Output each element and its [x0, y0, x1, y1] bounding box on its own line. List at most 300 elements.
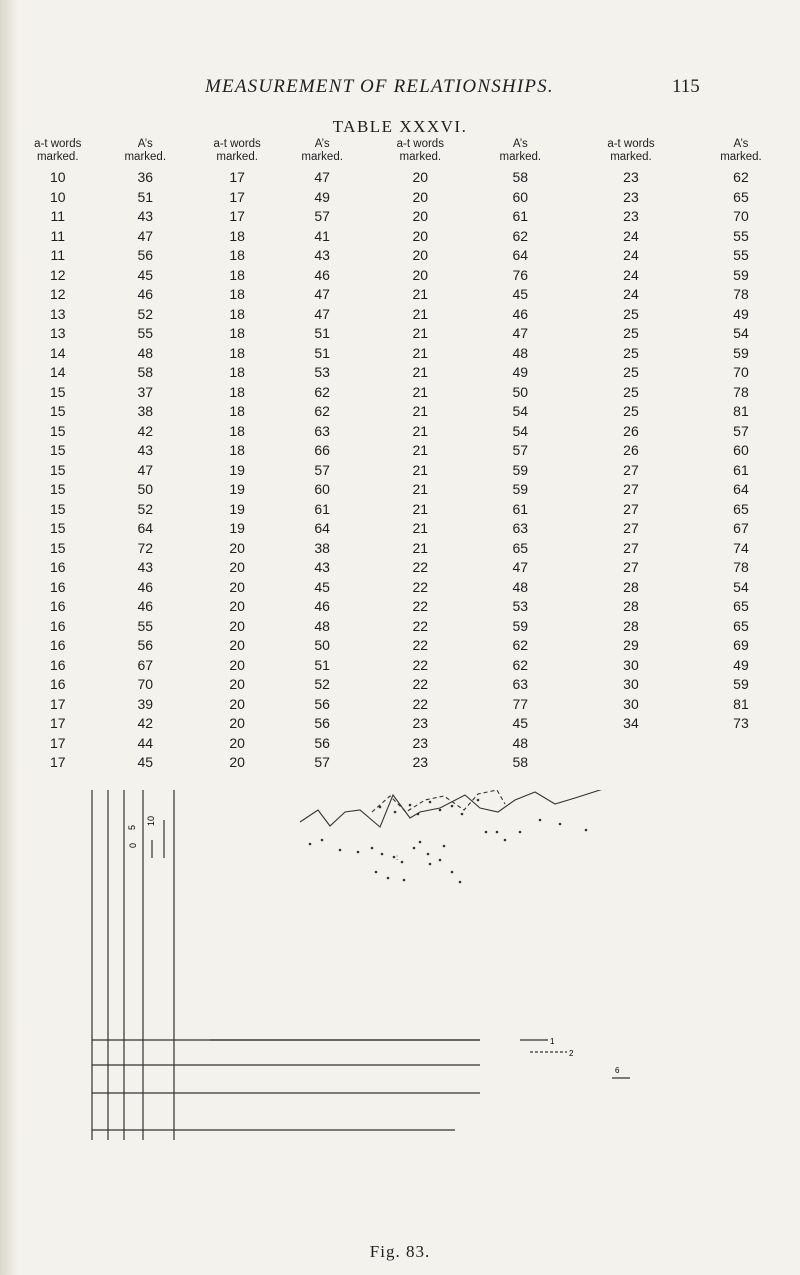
- table-cell: 67: [137, 656, 154, 673]
- table-cell: 16: [49, 598, 66, 614]
- table-cell: 60: [733, 442, 749, 458]
- table-cell: 20: [229, 559, 245, 575]
- table-cell: 77: [512, 695, 529, 712]
- scatter-dot: [439, 859, 442, 862]
- table-cell: 55: [733, 247, 749, 263]
- table-cell: 20: [412, 208, 429, 224]
- as-marked-column-4: [686, 138, 796, 773]
- table-cell: 16: [49, 656, 66, 673]
- table-cell: 63: [512, 520, 529, 536]
- table-cell: 63: [314, 422, 330, 439]
- table-cell: 74: [733, 539, 749, 556]
- table-cell: 14: [49, 344, 66, 361]
- scatter-dot: [539, 819, 542, 822]
- table-cell: 56: [137, 637, 154, 653]
- scatter-dot: [417, 813, 420, 816]
- table-cell: 16: [49, 676, 66, 692]
- scatter-dot: [451, 871, 454, 874]
- scatter-dot: [403, 879, 406, 882]
- table-cell: 50: [314, 637, 330, 653]
- table-cell: 56: [314, 695, 330, 712]
- column-header-line-1: a-t words: [34, 138, 82, 150]
- table-cell: 21: [412, 403, 429, 419]
- scatter-dot: [504, 839, 507, 842]
- table-cell: 20: [412, 266, 429, 283]
- table-cell: 18: [229, 247, 245, 263]
- scatter-dot: [496, 831, 499, 834]
- table-cell: 61: [733, 461, 749, 478]
- table-cell: 60: [314, 481, 330, 497]
- table-cell: 65: [733, 188, 749, 205]
- table-cell: 18: [229, 227, 245, 244]
- column-header: [686, 138, 796, 168]
- table-cell: 17: [49, 715, 66, 731]
- scatter-dot: [443, 845, 446, 848]
- table-cell: 23: [623, 169, 639, 185]
- column-header-line-2: marked.: [124, 151, 167, 163]
- column-header: [14, 138, 102, 168]
- table-cell: 46: [314, 598, 330, 614]
- table-cell: 23: [412, 715, 429, 731]
- table-cell: 57: [314, 754, 330, 770]
- table-cell: 81: [733, 403, 749, 419]
- table-cell: 54: [512, 422, 529, 439]
- scatter-dot: [387, 877, 390, 880]
- table-cell: 78: [733, 559, 749, 575]
- table-cell: 15: [49, 481, 66, 497]
- axis-label-5: 5: [127, 824, 137, 830]
- table-cell: 22: [412, 617, 429, 634]
- table-cell: 47: [137, 461, 154, 478]
- table-cell: 46: [137, 578, 154, 595]
- table-cell: 15: [49, 520, 66, 536]
- scatter-dot: [459, 881, 462, 884]
- legend-label-1: 1: [550, 1037, 555, 1046]
- column-header-line-1: A’s: [137, 138, 153, 150]
- table-cell: 24: [623, 286, 639, 302]
- table-cell: 18: [229, 325, 245, 341]
- table-cell: 18: [229, 266, 245, 283]
- table-cell: 20: [229, 695, 245, 712]
- table-cell: 23: [623, 188, 639, 205]
- table-cell: 47: [314, 286, 330, 302]
- scatter-dot: [451, 805, 454, 808]
- table-cell: 55: [733, 227, 749, 244]
- as-marked-column-1: [102, 138, 190, 773]
- table-cell: 64: [733, 481, 749, 497]
- table-cell: 22: [412, 637, 429, 653]
- scatter-dot: [429, 863, 432, 866]
- table-cell: 62: [733, 169, 749, 185]
- curve-1: [300, 790, 690, 827]
- table-cell: 59: [512, 461, 529, 478]
- scatter-dot: [393, 856, 396, 859]
- as-marked-column-2: [280, 138, 365, 773]
- table-cell: 46: [137, 598, 154, 614]
- table-cell: 15: [49, 383, 66, 400]
- table-cell: 28: [623, 578, 639, 595]
- table-cell: 57: [512, 442, 529, 458]
- table-cell: 70: [733, 208, 749, 224]
- table-cell: 21: [412, 286, 429, 302]
- table-cell: 62: [512, 637, 529, 653]
- table-cell: 64: [512, 247, 529, 263]
- table-cell: 55: [137, 325, 154, 341]
- table-cell: 21: [412, 461, 429, 478]
- table-cell: 15: [49, 422, 66, 439]
- figure-caption: Fig. 83.: [369, 1242, 431, 1261]
- table-cell: 62: [314, 383, 330, 400]
- table-cell: 19: [229, 520, 245, 536]
- column-header-line-1: A’s: [314, 138, 330, 150]
- table-cell: 10: [49, 169, 66, 185]
- page-number: 115: [672, 76, 700, 97]
- table-cell: 63: [512, 676, 529, 692]
- table-cell: 27: [623, 520, 639, 536]
- column-header-line-1: a-t words: [213, 138, 261, 150]
- data-table: [14, 138, 796, 773]
- column-header: [370, 138, 470, 168]
- table-cell: 50: [137, 481, 154, 497]
- table-cell: 58: [512, 754, 529, 770]
- table-cell: 45: [512, 286, 529, 302]
- table-cell: 18: [229, 286, 245, 302]
- table-cell: 27: [623, 500, 639, 517]
- table-cell: 24: [623, 266, 639, 283]
- scatter-dot: [339, 849, 342, 852]
- table-cell: 43: [137, 208, 154, 224]
- column-header: [576, 138, 686, 168]
- axis-label-0: 0: [128, 842, 138, 848]
- column-header: [195, 138, 280, 168]
- scatter-dot: [439, 809, 442, 812]
- table-cell: 23: [412, 734, 429, 751]
- table-cell: 54: [733, 325, 749, 341]
- table-cell: 61: [512, 500, 529, 517]
- table-cell: 21: [412, 344, 429, 361]
- table-cell: 45: [137, 754, 154, 770]
- table-cell: 21: [412, 422, 429, 439]
- table-cell: 43: [314, 247, 330, 263]
- table-cell: 49: [733, 305, 749, 322]
- table-cell: 24: [623, 227, 639, 244]
- table-cell: 61: [314, 500, 330, 517]
- table-cell: 37: [137, 383, 154, 400]
- table-cell: 20: [229, 676, 245, 692]
- table-cell: 30: [623, 656, 639, 673]
- table-cell: 48: [512, 734, 529, 751]
- table-cell: 51: [314, 344, 330, 361]
- table-cell: 20: [229, 539, 245, 556]
- scatter-dot: [394, 811, 397, 814]
- column-header-line-2: marked.: [301, 151, 343, 163]
- scatter-dot: [461, 813, 464, 816]
- scatter-dot: [401, 861, 404, 864]
- table-cell: 22: [412, 598, 429, 614]
- column-header-line-1: A’s: [512, 138, 528, 150]
- table-cell: 52: [137, 500, 154, 517]
- table-cell: 17: [229, 169, 245, 185]
- table-cell: 41: [314, 227, 330, 244]
- table-cell: 20: [229, 715, 245, 731]
- table-cell: 10: [49, 188, 66, 205]
- table-cell: 39: [137, 695, 154, 712]
- scatter-dot: [381, 853, 384, 856]
- table-cell: 15: [49, 442, 66, 458]
- as-marked-column-3: [470, 138, 570, 773]
- table-cell: 18: [229, 364, 245, 380]
- column-header-line-2: marked.: [399, 151, 442, 163]
- table-cell: 54: [733, 578, 749, 595]
- table-cell: 60: [512, 188, 529, 205]
- column-header-line-2: marked.: [610, 151, 652, 163]
- table-cell: 56: [314, 715, 330, 731]
- scatter-dot: [519, 831, 522, 834]
- table-cell: 16: [49, 559, 66, 575]
- table-cell: 57: [314, 461, 330, 478]
- table-cell: 20: [412, 247, 429, 263]
- table-cell: 25: [623, 305, 639, 322]
- table-cell: 11: [50, 208, 66, 224]
- column-group-2: [195, 138, 365, 773]
- scatter-dot: [371, 847, 374, 850]
- table-cell: 49: [314, 188, 330, 205]
- table-cell: 62: [512, 656, 529, 673]
- table-cell: 20: [229, 578, 245, 595]
- table-cell: 17: [49, 734, 66, 751]
- table-cell: 18: [229, 422, 245, 439]
- at-words-column-1: [14, 138, 102, 773]
- axis-label-10: 10: [146, 815, 156, 826]
- table-cell: 59: [733, 676, 749, 692]
- table-cell: 78: [733, 286, 749, 302]
- column-header-line-2: marked.: [36, 151, 79, 163]
- table-cell: 49: [512, 364, 529, 380]
- table-cell: 17: [49, 754, 66, 770]
- table-cell: 15: [49, 500, 66, 517]
- table-cell: 38: [314, 539, 330, 556]
- column-header-line-2: marked.: [216, 151, 258, 163]
- table-cell: 17: [229, 188, 245, 205]
- column-header-line-2: marked.: [720, 151, 762, 163]
- table-cell: 48: [512, 344, 529, 361]
- table-cell: 52: [314, 676, 330, 692]
- scatter-dot: [375, 871, 378, 874]
- scatter-dot: [357, 851, 360, 854]
- table-cell: 48: [512, 578, 529, 595]
- table-cell: 22: [412, 695, 429, 712]
- table-cell: 22: [412, 578, 429, 595]
- table-cell: 20: [229, 617, 245, 634]
- table-cell: 46: [314, 266, 330, 283]
- table-cell: 67: [733, 520, 749, 536]
- table-cell: 23: [623, 208, 639, 224]
- scatter-dot: [413, 847, 416, 850]
- table-cell: 51: [314, 325, 330, 341]
- table-cell: 27: [623, 539, 639, 556]
- table-cell: 26: [623, 422, 639, 439]
- table-cell: 45: [137, 266, 154, 283]
- table-cell: 64: [314, 520, 330, 536]
- scatter-dot: [409, 804, 412, 807]
- scatter-dot: [429, 801, 432, 804]
- table-cell: 29: [623, 637, 639, 653]
- table-cell: 28: [623, 598, 639, 614]
- table-cell: 20: [229, 734, 245, 751]
- at-words-column-4: [576, 138, 686, 773]
- table-cell: 25: [623, 383, 639, 400]
- table-cell: 22: [412, 559, 429, 575]
- at-words-column-3: [370, 138, 470, 773]
- table-cell: 11: [50, 247, 66, 263]
- table-cell: 15: [49, 539, 66, 556]
- table-cell: 57: [314, 208, 330, 224]
- table-cell: 65: [733, 617, 749, 634]
- table-cell: 72: [137, 539, 154, 556]
- column-header: [470, 138, 570, 168]
- scatter-dot: [309, 843, 312, 846]
- svg-text::: :: [396, 853, 399, 862]
- table-cell: 45: [512, 715, 529, 731]
- table-cell: 24: [623, 247, 639, 263]
- table-cell: 20: [412, 227, 429, 244]
- table-cell: 21: [412, 305, 429, 322]
- table-cell: 20: [229, 598, 245, 614]
- scatter-dot: [427, 853, 430, 856]
- table-cell: 20: [412, 188, 429, 205]
- table-cell: 69: [733, 637, 749, 653]
- table-cell: 55: [137, 617, 154, 634]
- table-cell: 25: [623, 344, 639, 361]
- table-cell: 27: [623, 461, 639, 478]
- table-cell: 21: [412, 383, 429, 400]
- table-cell: 51: [314, 656, 330, 673]
- table-cell: 27: [623, 481, 639, 497]
- table-cell: 53: [314, 364, 330, 380]
- table-cell: 61: [512, 208, 529, 224]
- table-cell: 44: [137, 734, 154, 751]
- table-cell: 43: [137, 559, 154, 575]
- table-cell: 76: [512, 266, 529, 283]
- table-cell: 25: [623, 364, 639, 380]
- table-cell: 46: [512, 305, 529, 322]
- table-cell: 16: [49, 637, 66, 653]
- table-cell: 18: [229, 442, 245, 458]
- table-cell: 48: [137, 344, 154, 361]
- table-cell: 66: [314, 442, 330, 458]
- figure-graph: [0, 790, 800, 1170]
- table-cell: 21: [412, 325, 429, 341]
- table-cell: 70: [137, 676, 154, 692]
- table-title: TABLE XXXVI.: [332, 117, 468, 136]
- table-cell: 12: [49, 266, 66, 283]
- table-cell: 50: [512, 383, 529, 400]
- table-cell: 19: [229, 461, 245, 478]
- table-cell: 65: [733, 598, 749, 614]
- table-cell: 20: [229, 754, 245, 770]
- table-cell: 42: [137, 715, 154, 731]
- table-cell: 17: [229, 208, 245, 224]
- table-cell: 38: [137, 403, 154, 419]
- table-cell: 47: [512, 559, 529, 575]
- table-cell: 56: [314, 734, 330, 751]
- table-cell: 21: [412, 364, 429, 380]
- table-cell: 54: [512, 403, 529, 419]
- table-cell: 16: [49, 578, 66, 595]
- table-cell: 21: [412, 500, 429, 517]
- table-cell: 51: [137, 188, 154, 205]
- scatter-dot: [477, 799, 480, 802]
- table-cell: 26: [623, 442, 639, 458]
- table-cell: 73: [733, 715, 749, 731]
- table-cell: 56: [137, 247, 154, 263]
- table-cell: 25: [623, 403, 639, 419]
- table-cell: 45: [314, 578, 330, 595]
- table-cell: 21: [412, 481, 429, 497]
- table-cell: 46: [137, 286, 154, 302]
- table-cell: 19: [229, 481, 245, 497]
- figure-83: [0, 790, 800, 1170]
- table-cell: 20: [412, 169, 429, 185]
- table-cell: 49: [733, 656, 749, 673]
- legend-label-6: 6: [615, 1066, 620, 1075]
- table-cell: 43: [314, 559, 330, 575]
- scatter-dot: [419, 841, 422, 844]
- table-cell: 47: [137, 227, 154, 244]
- table-cell: 81: [733, 695, 749, 712]
- column-header-line-1: a-t words: [396, 138, 444, 150]
- table-cell: 13: [49, 325, 66, 341]
- table-cell: 70: [733, 364, 749, 380]
- running-head: MEASUREMENT OF RELATIONSHIPS.: [205, 76, 554, 97]
- table-cell: 16: [49, 617, 66, 634]
- table-cell: 47: [314, 305, 330, 322]
- table-cell: 64: [137, 520, 154, 536]
- table-cell: 58: [137, 364, 154, 380]
- table-cell: 18: [229, 403, 245, 419]
- table-cell: 21: [412, 539, 429, 556]
- table-cell: 59: [733, 344, 749, 361]
- table-cell: 17: [49, 695, 66, 712]
- table-cell: 48: [314, 617, 330, 634]
- column-group-4: [576, 138, 796, 773]
- table-cell: 43: [137, 442, 154, 458]
- table-cell: 57: [733, 422, 749, 439]
- scatter-dot: [485, 831, 488, 834]
- scatter-dot: [321, 839, 324, 842]
- table-cell: 22: [412, 676, 429, 692]
- table-cell: 28: [623, 617, 639, 634]
- scatter-dot: [585, 829, 588, 832]
- table-cell: 30: [623, 676, 639, 692]
- table-cell: 52: [137, 305, 154, 322]
- table-cell: 27: [623, 559, 639, 575]
- table-cell: 65: [512, 539, 529, 556]
- table-cell: 59: [512, 617, 529, 634]
- table-cell: 59: [512, 481, 529, 497]
- table-cell: 20: [229, 656, 245, 673]
- table-cell: 18: [229, 344, 245, 361]
- table-cell: 47: [314, 169, 330, 185]
- frequency-curve: [300, 790, 690, 827]
- scatter-dot: [379, 806, 382, 809]
- table-cell: 25: [623, 325, 639, 341]
- table-cell: 53: [512, 598, 529, 614]
- column-group-3: [370, 138, 570, 773]
- table-cell: 21: [412, 442, 429, 458]
- legend-label-2: 2: [569, 1049, 574, 1058]
- table-cell: 20: [229, 637, 245, 653]
